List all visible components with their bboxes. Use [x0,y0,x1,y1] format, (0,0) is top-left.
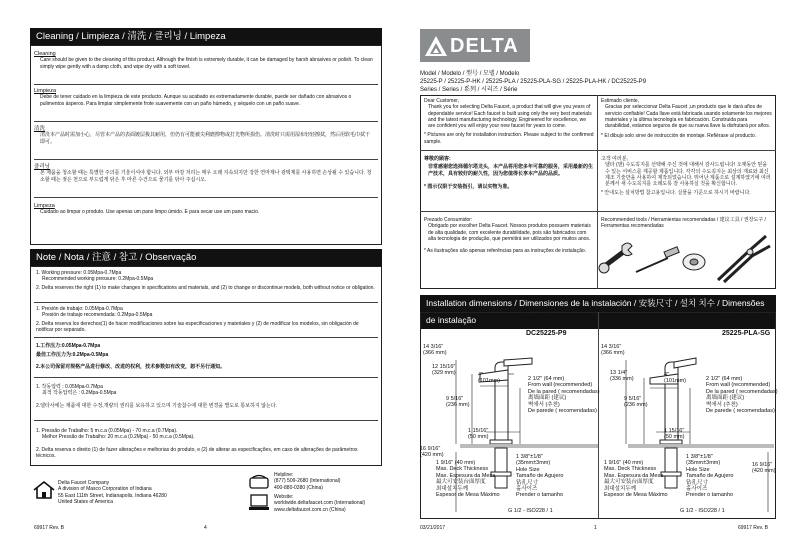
intro-pt-note: * As ilustrações são apenas referências para as instruções de instalação. [424,248,587,255]
right-wall-2: From wall (recommended) [706,382,771,389]
right-spout [624,396,648,409]
note-zh [36,343,376,370]
right-hole-5: 钻孔尺寸 [686,479,709,486]
left-wall-5: 벽에서 (추천) [528,401,560,408]
left-reach [478,372,500,385]
note-en-line3: 2. Delta reserves the right (1) to make changes in specifications and materials, and (2) to change or discontinue models, both without notice or obligation. [36,284,375,291]
cleaning-en [34,51,374,70]
right-wall-5: 벽에서 (추천) [706,401,738,408]
right-base [664,428,684,441]
intro-en-note: * Pictures are only for installation instruction. Please subject to the confirmed sample. [424,132,594,145]
left-base [468,428,488,441]
right-h2 [610,370,634,383]
computer-icon [248,494,270,512]
left-below-in: 16 9/16" [420,446,441,452]
note-en-line2: Recommended working pressure: 0.2Mpa-0.5Mpa [42,276,154,283]
intro-pt-text: Obrigado por escolher Delta Faucet. Nossos produtos possuem materiais de alta qualidade, com excelente durabilidade, pois são fabricados com alta tecnologia de produção, que permitirá ser utilizados por muitos anos. [428,223,591,242]
left-deck-6: Espesor de Mesa Máximo [436,492,500,499]
left-wall-4: 离墙面距 (建议) [528,395,567,402]
note-ko [36,384,376,409]
right-deck-5: 최대설치두께 [604,485,636,492]
note-es-line3: 2. Delta reserva los derechos(1) de hacer modificaciones sobre las especificaciones y materiales y (2) de modificar los modelos, sin obligación de notificar por separado. [36,320,359,333]
company-address [58,480,167,505]
right-wall-1: 2 1/2" (64 mm) [706,376,743,382]
left-deck-3: Max. Espesura da Mesa [436,472,496,479]
left-model-2: 25225-P-HK [526,322,565,329]
note-ko-line1: 1. 작동압력 : 0.05Mpa-0.7Mpa [36,384,103,390]
note-pt [36,428,376,459]
left-below-mm: (420 mm) [420,452,444,459]
left-reach-mm: (101mm) [478,378,501,385]
note-pt-line1: 1. Pressão de Trabalho: 5 m.c.a (0.05Mpa) - 70 m.c.a (0.7Mpa). [36,428,178,434]
note-zh-line2: 最佳工作压力为:0.2Mpa-0.5Mpa [36,352,109,359]
right-doc-number: 69917 Rev. B [738,525,768,531]
helpline-china: 400-880-0380 (China) [274,484,323,491]
left-spout [446,396,470,409]
cleaning-zh-text: 清洗本产品时需加小心，尽管本产品的表面镀层极其耐用，但仍有可能被尖利磨擦物或打光物所损伤。清洗时只需用湿布轻轻擦拭，然后用软毛巾拭干即可。 [40,132,371,145]
company-line2: A division of Masco Corporation of Indiana [58,486,152,493]
cleaning-pt-text: Cuidado ao limpar o produto. Use apenas um pano limpo úmido. E para secar use um pano macio. [40,209,260,216]
left-wall-3: De la pared ( recomendadas) [528,388,600,395]
cleaning-es-head: Limpieza [34,88,57,94]
left-base-mm: (50 mm) [468,434,489,441]
delta-logo-icon [424,34,448,58]
left-hole [516,454,563,499]
series-label: Series / Series / 系列 / 시리즈 / Série [420,87,518,93]
right-deck-2: Max. Deck Thickness [604,466,657,473]
intro-en-text: Thank you for selecting Delta Faucet, a product that will give you years of dependable service! Each faucet is built using only the very best materials and the latest manufacturing technology. Engineered for excellence, we are confident you will enjoy your new faucet for years to come. [428,104,592,130]
right-page-number: 1 [594,525,597,531]
recommended-tools [598,228,776,286]
note-ko-line2: 최적 작동압력은 : 0.2Mpa-0.5Mpa [42,390,117,397]
left-deck-2: Max. Deck Thickness [436,466,489,473]
right-hole-2: (35mm±3mm) [686,460,721,467]
intro-es-note: * El dibujo solo sirve de instrucción de montaje. Refiérase al producto. [601,133,757,140]
right-model-1: 25225-PLA [722,314,758,321]
left-hole-6: 홀사이즈 [516,486,538,493]
cleaning-ko-head: 클리닝 [34,164,50,170]
right-hole-3: Hole Size [686,466,710,473]
right-date: 03/21/2017 [420,525,446,531]
right-wall [706,376,778,414]
left-thread: G 1/2 - ISO228 / 1 [508,508,553,514]
right-hole [686,454,733,499]
left-deck [436,460,500,498]
note-es [36,306,376,333]
intro-en-head: Dear Customer, [424,98,460,104]
left-hole-5: 钻孔尺寸 [516,479,539,486]
note-ko-line3: 2.델타사에는 제품에 대한 수정,개량의 권리를 보유하고 있으며 기술참수에 대한 변경을 별도로 통보하지 않는다. [36,402,277,409]
wrench-icon [599,243,632,273]
note-zh-line1: 1.工作压力:0.05Mpa-0.7Mpa [36,343,101,349]
note-es-line2: Presión de trabajo recomendada: 0.2Mpa-0.5Mpa [42,312,153,319]
note-zh-line3: 2.本公司保留对规格产品进行修改、改进的权利，技术参数如有改变，恕不另行通知。 [36,363,226,370]
intro-en [424,98,594,145]
right-height-mm: (366 mm) [601,350,625,357]
company-line4: United States of America [58,498,114,505]
note-pt-line2: Melhor Pressão de Trabalho: 20 m.c.a (0.2Mpa) - 50 m.c.a (0.5Mpa). [42,434,195,441]
left-doc-number: 69917 Rev. B [34,525,64,531]
left-page-number: 4 [204,525,207,531]
note-en [36,270,376,291]
right-model-2: 25225-PLA-HK [722,322,771,329]
tape-icon [683,254,705,270]
cleaning-es-text: Debe de tener cuidado en la limpieza de este producto. Aunque su acabado es extremadamente durable, puede ser dañado con abrasivos o pulimentos ásperos. Para limpiar simplemente frote suavemente con un paño húmedo, y séquelo con un paño suave. [40,94,352,107]
left-deck-4: 最大可安装台面厚度 [436,479,486,486]
right-below-in: 16 9/16" [752,462,773,468]
left-hole-2: (35mm±3mm) [516,460,551,467]
phone-icon [248,474,270,490]
cleaning-zh [34,126,374,145]
note-pt-line3: 2. Delta reserva o direito (1) de fazer alterações e melhorias do produto, e (2) de alterar as especificações, em caso de alterações de parâmetros técnicos. [36,446,358,459]
left-height-mm: (366 mm) [423,350,447,357]
left-h2 [432,364,456,377]
cleaning-title-bar: Cleaning / Limpieza / 清洗 / 클리닝 / Limpeza [30,28,382,45]
website-china[interactable]: www.deltafaucet.com.cn (China) [274,506,346,513]
left-h2-mm: (329 mm) [432,370,456,377]
cleaning-ko [34,164,374,183]
website-intl[interactable]: worldwide.deltafaucet.com (International) [274,500,366,507]
left-spout-in: 9 5/16" [446,396,464,402]
delta-logo-text: DELTA [450,35,519,57]
left-deck-1: 1 9/16" (40 mm) [436,460,476,466]
right-below-mm: (420 mm) [752,468,776,475]
left-height-in: 14 3/16" [423,344,444,350]
company-line3: 55 East 111th Street, Indianapolis, Indiana 46280 [58,492,167,499]
intro-zh-note: * 图示仅限于安装指引，请以实物为准。 [424,183,513,190]
website [274,494,365,513]
right-reach-mm: (101mm) [664,378,687,385]
right-thread: G 1/2 - ISO228 / 1 [680,508,725,514]
intro-zh-text: 非常感谢您选择德尔塔龙头，本产品将用您多年可靠的服务，采用最新的生产技术，具有较好的耐久性，因为您值得长享本产品的品质。 [428,164,594,177]
left-model-3: DC25225-P9 [526,330,567,337]
install-title-bar: Installation dimensions / Dimensiones de la instalación / 安装尺寸 / 설치 치수 / Dimensões de instalação [420,295,776,329]
left-wall-1: 2 1/2" (64 mm) [528,376,565,382]
left-h2-in: 12 15/16" [432,364,456,370]
left-hole-3: Hole Size [516,466,540,473]
right-wall-4: 离墙面距 (建议) [706,395,745,402]
left-wall-2: From wall (recommended) [528,382,593,389]
left-hole-4: Tamaño de Agujero [516,473,564,480]
right-spout-in: 9 5/16" [624,396,642,402]
right-height-in: 14 3/16" [601,344,622,350]
right-wall-6: De parede ( recomendadas) [706,408,775,415]
right-below [752,462,776,475]
left-hole-1: 1 3/8"±1/8" [516,454,543,460]
right-deck-1: 1 9/16" (40 mm) [604,460,644,466]
helpline [274,472,340,491]
right-deck-4: 最大可安装台面厚度 [604,479,654,486]
intro-es-text: Gracias por seleccionar Delta Faucet ,un producto que le dará años de servicio confiable! Cada llave está fabricada usando solamente los mejores materiales y la última tecnología en fabricación. Construida para durabilidad, estamos seguros de que su nueva llave la disfrutará por años. [605,104,772,130]
right-spout-mm: (236 mm) [624,402,648,409]
right-hole-4: Tamaño de Agujero [686,473,734,480]
left-spout-mm: (236 mm) [446,402,470,409]
cleaning-pt [34,203,374,216]
left-base-in: 1 15/16" [468,428,489,434]
left-wall [528,376,600,414]
right-deck [604,460,668,498]
website-head: Website: [274,494,294,500]
pliers-icon [718,236,770,282]
right-deck-6: Espesor de Mesa Máximo [604,492,668,499]
intro-ko-head: 고객 여러분, [601,156,628,162]
right-base-mm: (50 mm) [664,434,685,441]
cleaning-zh-head: 清洗 [34,126,46,132]
delta-logo [420,29,530,62]
tools-heading: Recommended tools / Herramientas recomendadas / 建议工具 / 권장도구 / Ferramentas recomendadas [601,217,766,230]
intro-ko [601,156,773,197]
model-list: 25225-P / 25225-P-HK / 25225-PLA / 25225-PLA-SG / 25225-PLA-HK / DC25225-P9 [420,79,647,85]
company-line1: Delta Faucet Company [58,480,110,486]
note-en-line1: 1. Working pressure: 0.05Mpa-0.7Mpa [36,270,122,276]
cleaning-en-text: Care should be given to the cleaning of this product. Although the finish is extremely durable, it can be damaged by harsh abrasives or polish. To clean simply wipe gently with a damp cloth, and wipe dry with a soft towel. [40,57,373,70]
intro-pt-head: Prezado Consumidor: [424,217,473,223]
right-height [601,344,625,357]
right-h2-mm: (336 mm) [610,376,634,383]
helpline-head: Helpline: [274,472,294,478]
right-reach [664,372,686,385]
left-reach-in: 4" [478,372,484,378]
home-icon [32,480,56,500]
cleaning-pt-head: Limpeza [34,203,55,209]
left-below [420,446,444,459]
right-hole-6: 홀사이즈 [686,486,708,493]
intro-zh [424,156,594,190]
left-deck-5: 최대설치두께 [436,485,468,492]
note-es-line1: 1. Presión de trabajo: 0.05Mpa-0.7Mpa [36,306,123,312]
intro-ko-text: 델타 (덴) 수도꼭지를 선택해 주신 것에 대해서 감사드립니다! 오랫동안 믿을 수 있는 서비스를 제공할 제품입니다. 각각의 수도꼭지는 최상의 재료와 최신 제조 기술만을 사용하여 제작되었습니다. 뛰어난 제품으로 설계하였기에 여러분께서 새 수도꼭지를 오래도록 잘 사용하실 것을 확신합니다. [605,162,771,188]
model-heading: Model / Modelo / 型号 / 모델 / Modelo [420,71,520,77]
cleaning-en-head: Cleaning [34,51,56,57]
screwdriver-icon [636,247,679,272]
right-hole-7: Prender o tamanho [686,492,734,499]
intro-pt [424,217,594,254]
right-model-3: 25225-PLA-SG [722,330,771,337]
intro-ko-note: * 안내도는 설치방법 참고용입니다. 실물을 기준으로 하시기 바랍니다. [601,190,751,197]
intro-es [601,98,773,140]
left-wall-6: De parede ( recomendadas) [528,408,597,415]
right-h2-in: 13 1/4" [610,370,628,376]
note-title-bar: Note / Nota / 注意 / 참고 / Observação [30,249,382,266]
right-wall-3: De la pared ( recomendadas) [706,388,778,395]
left-model-1: 25225-P [526,314,553,321]
intro-zh-head: 尊敬的顾客: [424,156,451,162]
cleaning-ko-text: 본 제품을 청소할 때는 특별한 주의를 기울이셔야 합니다. 외부 마감 처리는 매우 오래 지속되지만 강한 연마제나 광택제를 사용하면 손상될 수 있습니다. 청소할 때는 젖은 천으로 부드럽게 닦은 후 마른 수건으로 물기를 닦아 주십시오. [40,170,372,183]
right-deck-3: Max. Espesura da Mesa [604,472,664,479]
right-base-in: 1 15/16" [664,428,685,434]
right-hole-1: 1 3/8"±1/8" [686,454,713,460]
left-height [423,344,447,357]
left-hole-7: Prender o tamanho [516,492,564,499]
right-reach-in: 4" [664,372,670,378]
intro-es-head: Estimado cliente, [601,98,640,104]
cleaning-es [34,88,374,107]
helpline-intl: (877) 509-2680 (International) [274,478,341,485]
